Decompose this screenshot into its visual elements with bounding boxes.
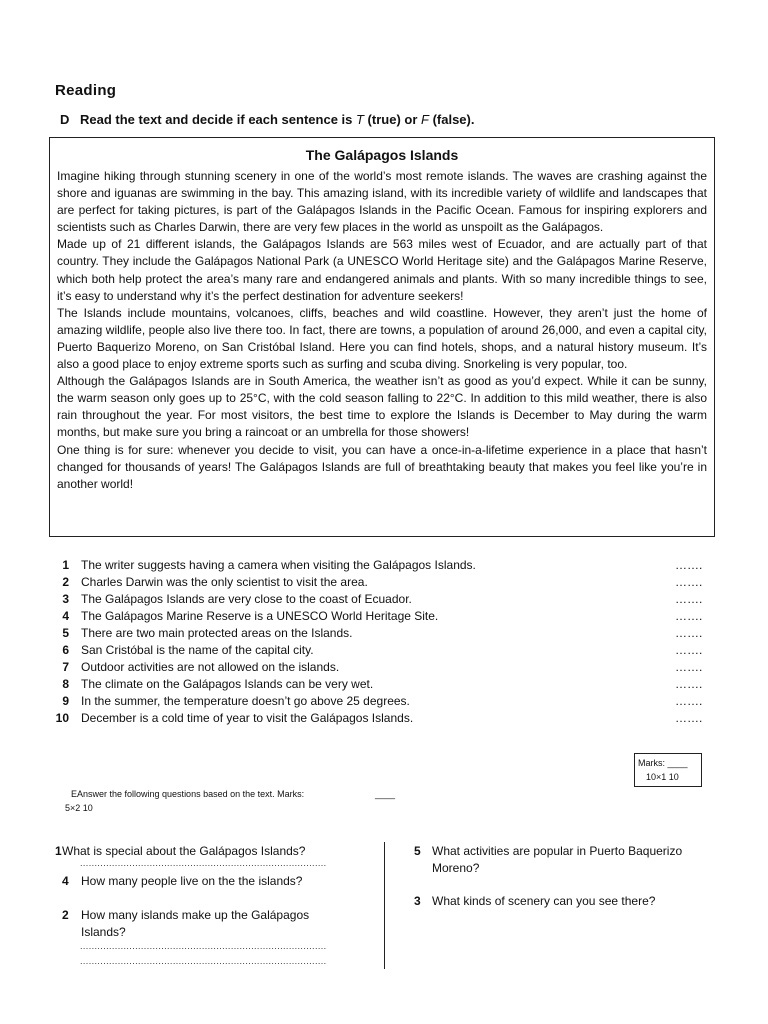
tf-answer-blank[interactable]: ……. — [675, 592, 703, 606]
passage-title: The Galápagos Islands — [305, 147, 459, 163]
marks-score-e: 5×2 10 — [65, 803, 93, 813]
question-number: 5 — [414, 844, 421, 858]
tf-item — [55, 608, 715, 625]
tf-statement: There are two main protected areas on the Islands. — [81, 626, 353, 640]
tf-answer-blank[interactable]: ……. — [675, 609, 703, 623]
question-text: What kinds of scenery can you see there? — [432, 894, 656, 908]
tf-answer-blank[interactable]: ……. — [675, 626, 703, 640]
question-item — [414, 843, 714, 877]
tf-number: 5 — [62, 626, 69, 640]
question-number: 2 — [62, 908, 69, 922]
tf-statement: Charles Darwin was the only scientist to visit the area. — [81, 575, 368, 589]
question-text-continued: Moreno? — [432, 861, 480, 875]
tf-statement: In the summer, the temperature doesn’t go above 25 degrees. — [81, 694, 410, 708]
tf-item — [55, 557, 715, 574]
column-divider — [384, 842, 385, 969]
question-item — [62, 873, 372, 890]
false-label: (false). — [428, 112, 475, 127]
false-letter: F — [421, 112, 429, 127]
tf-number: 1 — [62, 558, 69, 572]
marks-score: 10×1 10 — [646, 772, 679, 782]
tf-item — [55, 659, 715, 676]
tf-statement: San Cristóbal is the name of the capital city. — [81, 643, 314, 657]
section-title: Reading — [55, 82, 117, 99]
tf-item — [55, 574, 715, 591]
tf-statement: The Galápagos Islands are very close to the coast of Ecuador. — [81, 592, 412, 606]
question-number: 1 — [55, 844, 62, 858]
tf-answer-blank[interactable]: ……. — [675, 643, 703, 657]
question-text: How many people live on the the islands? — [81, 874, 303, 888]
question-text-continued: Islands? — [81, 925, 126, 939]
tf-item — [55, 710, 715, 727]
tf-answer-blank[interactable]: ……. — [675, 575, 703, 589]
tf-number: 7 — [62, 660, 69, 674]
passage-paragraph: Although the Galápagos Islands are in South America, the weather isn’t as good as you’d expect. While it can be sunny, the warm season only goes up to 25°C, with the cold season falling to 22°C. In addition to this mild weather, there is also rain throughout the year. For most visitors, the best time to explore the Islands is December to May during the warm months, but make sure you bring a raincoat or an umbrella for those showers! — [57, 374, 707, 440]
passage-paragraph: One thing is for sure: whenever you decide to visit, you can have a once-in-a-lifetime experience in a place that hasn’t changed for thousands of years! The Galápagos Islands are full of breathtaking beauty that makes you feel like you’re in another world! — [57, 442, 707, 491]
tf-statement: December is a cold time of year to visit the Galápagos Islands. — [81, 711, 414, 725]
tf-number: 10 — [55, 711, 69, 725]
tf-statement: The writer suggests having a camera when visiting the Galápagos Islands. — [81, 558, 476, 572]
tf-answer-blank[interactable]: ……. — [675, 558, 703, 572]
question-number: 3 — [414, 894, 421, 908]
question-text: How many islands make up the Galápagos — [81, 908, 310, 922]
tf-answer-blank[interactable]: ……. — [675, 677, 703, 691]
tf-statement: The climate on the Galápagos Islands can be very wet. — [81, 677, 374, 691]
answer-line[interactable]: ..................................................................................... — [80, 941, 327, 951]
passage-paragraph: The Islands include mountains, volcanoes, cliffs, beaches and wild coastline. However, they aren’t just the home of amazing wildlife, people also live there too. In fact, there are towns, a population of around 26,000, and even a capital city, Puerto Baquerizo Moreno, on San Cristóbal Island. Here you can find hotels, shops, and a natural history museum. It’s also a good place to enjoy extreme sports such as surfing and scuba diving. Snorkeling is very popular, too. — [57, 305, 707, 372]
marks-box — [634, 753, 702, 787]
tf-statement: Outdoor activities are not allowed on the islands. — [81, 660, 340, 674]
question-number: 4 — [62, 874, 69, 888]
tf-answer-blank[interactable]: ……. — [675, 694, 703, 708]
marks-label: Marks: ____ — [638, 758, 688, 768]
question-item — [414, 893, 714, 910]
true-false-list — [55, 557, 715, 727]
tf-number: 2 — [62, 575, 69, 589]
tf-answer-blank[interactable]: ……. — [675, 711, 703, 725]
instruction-d — [60, 112, 474, 127]
question-text: What activities are popular in Puerto Baquerizo — [432, 844, 683, 858]
passage-box — [49, 137, 715, 537]
answer-line[interactable]: ..................................................................................... — [80, 956, 327, 966]
question-item — [62, 907, 372, 941]
tf-number: 8 — [62, 677, 69, 691]
tf-item — [55, 693, 715, 710]
true-letter: T — [355, 112, 364, 127]
passage-paragraph: Made up of 21 different islands, the Galápagos Islands are 563 miles west of Ecuador, and are actually part of that country. They include the Galápagos National Park (a UNESCO World Heritage site) and the Galápagos Marine Reserve, which both help protect the area’s many rare and endangered animals and plants. With so many incredible things to see, it’s easy to understand why it’s the perfect destination for adventure seekers! — [57, 237, 707, 303]
tf-item — [55, 625, 715, 642]
question-text: What is special about the Galápagos Islands? — [62, 844, 306, 858]
tf-item — [55, 591, 715, 608]
tf-number: 9 — [62, 694, 69, 708]
tf-item — [55, 642, 715, 659]
instruction-e: EAnswer the following questions based on the text. Marks: — [71, 789, 305, 799]
tf-number: 3 — [62, 592, 69, 606]
instruction-letter: D — [60, 112, 70, 127]
tf-answer-blank[interactable]: ……. — [675, 660, 703, 674]
passage-paragraph: Imagine hiking through stunning scenery in one of the world’s most remote islands. The waves are crashing against the shore and iguanas are swimming in the bay. This amazing island, with its incredible variety of wildlife and landscapes that are perfect for taking pictures, is part of the Galápagos Islands in the Pacific Ocean. Famous for inspiring explorers and scientists such as Charles Darwin, there are very few places in the world as unspoilt as the Galápagos. — [57, 169, 707, 235]
tf-number: 6 — [62, 643, 69, 657]
tf-statement: The Galápagos Marine Reserve is a UNESCO World Heritage Site. — [81, 609, 439, 623]
tf-number: 4 — [62, 609, 69, 623]
tf-item — [55, 676, 715, 693]
marks-blank: ____ — [375, 789, 396, 799]
instruction-text: Read the text and decide if each sentence is — [80, 112, 356, 127]
answer-line[interactable]: ..................................................................................... — [80, 858, 327, 868]
true-label: (true) or — [363, 112, 421, 127]
